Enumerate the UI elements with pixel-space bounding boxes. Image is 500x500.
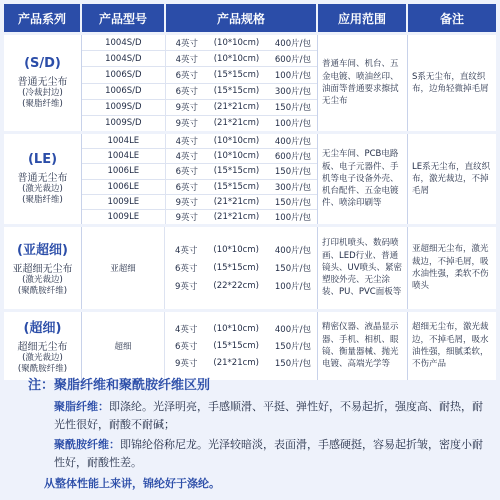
application-cell: 打印机喷头、数码喷画、LED行业、普通镜头、UV喷头、紧密塑胶外壳、无尘涂装、PU、PVC面板等	[318, 227, 408, 309]
group-ultrafine	[4, 312, 496, 380]
pack: 600片/包	[274, 152, 311, 163]
pack: 150片/包	[274, 167, 311, 178]
spec-list	[165, 227, 317, 309]
spec-cell	[166, 134, 317, 148]
size: 4英寸	[175, 246, 198, 256]
size: 9英寸	[175, 103, 199, 114]
size: 6英寸	[175, 182, 199, 193]
model-cell: 1006LE	[82, 180, 166, 194]
series-name: 普通无尘布	[17, 172, 68, 184]
model-cell: 1006LE	[82, 164, 166, 178]
dim: (21*21cm)	[213, 196, 260, 207]
table-row	[82, 180, 317, 195]
spec-rows	[82, 312, 318, 380]
pack: 600片/包	[274, 54, 311, 65]
pack: 150片/包	[274, 103, 311, 114]
dim: (10*10cm)	[213, 136, 260, 147]
dim: (10*10cm)	[213, 37, 260, 48]
header-series: 产品系列	[4, 4, 82, 32]
size: 9英寸	[175, 212, 199, 223]
spec-cell	[165, 323, 317, 335]
polyamide-label: 聚酰胺纤维：	[54, 438, 120, 451]
pack: 400片/包	[274, 325, 311, 335]
dim: (21*21cm)	[213, 358, 259, 368]
pack: 150片/包	[274, 197, 311, 208]
table-row	[82, 134, 317, 149]
table-row	[82, 116, 317, 131]
dim: (15*15cm)	[213, 341, 259, 351]
size: 6英寸	[175, 342, 198, 352]
table-row	[82, 51, 317, 67]
series-sub1: (冷裁封边)	[22, 87, 63, 98]
spec-cell	[166, 164, 317, 178]
dim: (10*10cm)	[213, 324, 259, 334]
table-row	[82, 84, 317, 100]
model-cell: 1004LE	[82, 134, 166, 148]
series-sub2: (聚脂纤维)	[22, 195, 63, 205]
dim: (15*15cm)	[213, 86, 260, 97]
pack: 100片/包	[274, 119, 311, 130]
pack: 300片/包	[274, 87, 311, 98]
model-cell: 超细	[82, 312, 165, 380]
size: 6英寸	[175, 167, 199, 178]
table-header	[4, 4, 496, 32]
size: 4英寸	[175, 325, 198, 335]
table-row	[82, 164, 317, 179]
dim: (22*22cm)	[213, 281, 259, 291]
pack: 100片/包	[274, 282, 311, 292]
product-table	[4, 4, 496, 380]
spec-cell	[165, 280, 317, 292]
spec-cell	[166, 149, 317, 163]
model-cell: 1009S/D	[82, 100, 166, 115]
application-cell: 精密仪器、液晶显示器、手机、相机、眼镜、衡量器械、抛光电镀、高端光学等	[318, 312, 408, 380]
spec-cell	[165, 357, 317, 369]
pack: 150片/包	[274, 359, 311, 369]
group-sub-ultrafine	[4, 227, 496, 309]
series-sub1: (激光裁边)	[22, 352, 63, 363]
size: 6英寸	[175, 264, 198, 274]
table-row	[82, 100, 317, 116]
series-sub2: (聚酰胺纤维)	[17, 286, 68, 296]
remark-cell: LE系无尘布，直纹织布，激光裁边，不掉毛屑	[412, 161, 491, 197]
spec-cell	[166, 84, 317, 99]
dim: (10*10cm)	[213, 245, 259, 255]
spec-cell	[166, 116, 317, 131]
header-model: 产品型号	[82, 4, 166, 32]
dim: (21*21cm)	[213, 102, 260, 113]
spec-cell	[166, 180, 317, 194]
pack: 300片/包	[274, 182, 311, 193]
model-cell: 1009S/D	[82, 116, 166, 131]
dim: (10*10cm)	[213, 53, 260, 64]
size: 9英寸	[175, 282, 198, 292]
spec-cell	[166, 195, 317, 209]
model-cell: 1006S/D	[82, 67, 166, 82]
remark-cell: 亚超细无尘布，激光裁边，不掉毛屑，吸水油性强，柔软不伤喷头	[412, 244, 489, 292]
spec-rows	[82, 227, 318, 309]
size: 4英寸	[175, 38, 199, 49]
table-row	[82, 149, 317, 164]
series-code: (S/D)	[24, 55, 61, 71]
table-row	[82, 210, 317, 224]
application-cell: 无尘车间、PCB电路板、电子元器件、手机等电子设备外壳、机台配件、五金电镀件、喷涂印刷等	[318, 134, 408, 224]
series-sub2: (聚脂纤维)	[22, 99, 63, 109]
series-sub2: (聚酰胺纤维)	[17, 364, 68, 374]
model-cell: 1006S/D	[82, 84, 166, 99]
series-name: 普通无尘布	[17, 76, 68, 88]
spec-cell	[166, 210, 317, 224]
pack: 400片/包	[274, 137, 311, 148]
spec-rows	[82, 35, 318, 131]
dim: (21*21cm)	[213, 211, 260, 222]
group-le	[4, 134, 496, 224]
spec-cell	[166, 100, 317, 115]
header-application: 应用范围	[318, 4, 408, 32]
header-remark: 备注	[439, 11, 464, 26]
table-row	[82, 195, 317, 210]
pack: 100片/包	[274, 212, 311, 223]
table-row	[82, 67, 317, 83]
model-cell: 1004S/D	[82, 35, 166, 50]
model-cell: 1004LE	[82, 149, 166, 163]
size: 4英寸	[175, 152, 199, 163]
dim: (10*10cm)	[213, 151, 260, 162]
remark-cell: 超细无尘布，激光裁边，不掉毛屑，吸水油性强，细腻柔软，不伤产品	[412, 322, 489, 370]
spec-cell	[166, 35, 317, 50]
series-cell	[4, 35, 82, 131]
series-code: (超细)	[23, 320, 62, 336]
polyamide-paragraph	[54, 436, 484, 472]
spec-cell	[165, 340, 317, 352]
polyester-text: 即涤纶。光泽明亮，手感顺滑、平挺、弹性好，不易起折，强度高、耐热，耐光性很好，耐酸不耐碱；	[54, 400, 483, 431]
spec-cell	[165, 244, 317, 256]
size: 6英寸	[175, 87, 199, 98]
spec-list	[165, 312, 317, 380]
size: 9英寸	[175, 197, 199, 208]
series-sub1: (激光裁边)	[22, 183, 63, 194]
polyamide-text: 即锦纶俗称尼龙。光泽较暗淡，表面滑，手感硬挺，容易起折皱，密度小耐性好，耐酸性差。	[54, 438, 483, 469]
model-cell: 1009LE	[82, 195, 166, 209]
dim: (15*15cm)	[213, 263, 259, 273]
spec-cell	[165, 262, 317, 274]
polyester-label: 聚脂纤维：	[54, 400, 109, 413]
size: 4英寸	[175, 137, 199, 148]
pack: 400片/包	[274, 246, 311, 256]
dim: (15*15cm)	[213, 69, 260, 80]
dim: (15*15cm)	[213, 181, 260, 192]
series-code: (亚超细)	[17, 242, 68, 258]
series-sub1: (激光裁边)	[22, 274, 63, 285]
series-name: 亚超细无尘布	[12, 263, 73, 275]
group-sd	[4, 35, 496, 131]
model-cell: 1009LE	[82, 210, 166, 224]
header-spec: 产品规格	[166, 4, 318, 32]
application-cell: 普通车间、机台、五金电镀、喷油丝印、油面等普通要求擦拭无尘布	[318, 35, 408, 131]
model-cell: 1004S/D	[82, 51, 166, 66]
pack: 150片/包	[274, 342, 311, 352]
size: 6英寸	[175, 70, 199, 81]
spec-cell	[166, 51, 317, 66]
dim: (21*21cm)	[213, 118, 260, 129]
note-title: 注：聚脂纤维和聚酰胺纤维区别	[28, 378, 211, 393]
series-code: (LE)	[27, 151, 58, 167]
pack: 100片/包	[274, 70, 311, 81]
size: 9英寸	[175, 119, 199, 130]
pack: 400片/包	[274, 38, 311, 49]
spec-cell	[166, 67, 317, 82]
series-cell	[4, 312, 82, 380]
series-cell	[4, 227, 82, 309]
dim: (15*15cm)	[213, 166, 260, 177]
size: 4英寸	[175, 54, 199, 65]
model-cell: 亚超细	[82, 227, 165, 309]
conclusion: 从整体性能上来讲，锦纶好于涤纶。	[44, 477, 220, 490]
series-name: 超细无尘布	[17, 341, 68, 353]
size: 9英寸	[175, 359, 198, 369]
polyester-paragraph	[54, 398, 484, 434]
pack: 150片/包	[274, 264, 311, 274]
spec-rows	[82, 134, 318, 224]
table-row	[82, 35, 317, 51]
series-cell	[4, 134, 82, 224]
remark-cell: S系无尘布，直纹织布，边角轻微掉毛屑	[412, 71, 489, 94]
